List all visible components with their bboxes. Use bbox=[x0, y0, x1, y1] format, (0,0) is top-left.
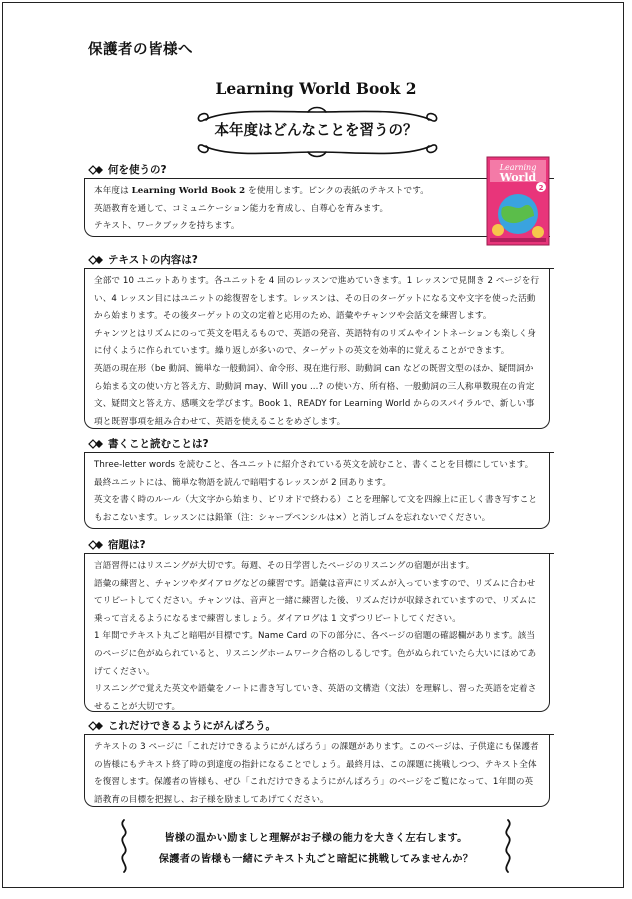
paragraph: 本年度は Learning World Book 2 を使用します。ピンクの表紙のテキストです。 bbox=[94, 186, 429, 196]
closing-line-2: 保護者の皆様も一緒にテキスト丸ごと暗記に挑戦してみませんか？ bbox=[158, 854, 474, 865]
cover-number: 2 bbox=[538, 184, 544, 192]
paragraph: 英語教育を通して、コミュニケーション能力を育成し、自尊心を育みます。 bbox=[94, 203, 389, 214]
paragraph: 英文を書く時のルール（大文字から始まり、ピリオドで終わる）ことを理解して文を四線上に正しく書き写すこともおこないます。レッスンには鉛筆（注：シャープペンシルは×）と消しゴムを忘れないでください。 bbox=[94, 495, 538, 523]
section-heading-reading-writing: 書くこと読むことは? bbox=[88, 436, 209, 451]
book-title-bold: Learning World Book 2 bbox=[131, 186, 246, 196]
paragraph: 語彙の練習と、チャンツやダイアログなどの練習です。語彙は音声にリズムが入っていますので、リズムに合わせてリピートしてください。チャンツは、音声と一緒に練習した後、リズムだけが収録されていますので、リズムに乗って言えるようになるまで練習しましょう。ダイアログは 1 文ずつリピートしてください。 bbox=[94, 578, 537, 624]
diamond-bullet-icon bbox=[88, 165, 104, 175]
paragraph: 英語の現在形（be 動詞、簡単な一般動詞）、命令形、現在進行形、助動詞 can などの既習文型のほか、疑問詞から始まる文の使い方と答え方、助動詞 may、Will you ...? の使い方、所有格、一般動詞の三人称単数現在の肯定文、疑問文と答え方、感嘆文を学びます。Book 1、READY for Learning World からのスパイラルで、新しい事項と既習事項を組み合わせて、英語を使えることをめざします。 bbox=[94, 363, 535, 427]
paragraph: テキスト、ワークブックを持ちます。 bbox=[94, 221, 240, 232]
paragraph: Three-letter words を読むこと、各ユニットに紹介されている英文を読むこと、書くことを目標にしています。 bbox=[94, 460, 534, 470]
paragraph: リスニングで覚えた英文や語彙をノートに書き写していき、英語の文構造（文法）を理解し、習った英語を定着させることが大切です。 bbox=[94, 684, 537, 712]
right-flourish-icon bbox=[500, 818, 516, 874]
cover-title-line1: Learning bbox=[499, 163, 537, 172]
paragraph: テキストの 3 ページに「これだけできるようにがんばろう」の課題があります。このページは、子供達にも保護者の皆様にもテキスト終了時の到達度の指針になることでしょう。最終月は、この課題に挑戦しつつ、テキスト全体を復習します。保護者の皆様も、ぜひ「これだけできるようにがんばろう」のページをご覧になって、1年間の英語教育の目標を把握し、お子様を励ましてあげてください。 bbox=[94, 742, 539, 805]
cover-title-line2: World bbox=[499, 171, 537, 184]
left-flourish-icon bbox=[116, 818, 132, 874]
section-heading-contents: テキストの内容は? bbox=[88, 252, 198, 267]
section-box-contents bbox=[84, 269, 550, 429]
greeting-heading: 保護者の皆様へ bbox=[88, 42, 193, 58]
diamond-bullet-icon bbox=[88, 439, 104, 449]
textbook-cover-image bbox=[486, 156, 550, 246]
paragraph: チャンツとはリズムにのって英文を唱えるもので、英語の発音、英語特有のリズムやイントネーションも楽しく身に付くように作られています。繰り返しが多いので、ターゲットの英文を効率的に覚えることができます。 bbox=[94, 328, 537, 357]
section-heading-homework: 宿題は? bbox=[88, 537, 146, 552]
paragraph: 1 年間でテキスト丸ごと暗唱が目標です。Name Card の下の部分に、各ページの宿題の確認欄があります。該当のページに色がぬられていると、リスニングホームワーク合格のしるしです。色がぬられていたら大いにほめてあげてください。 bbox=[94, 631, 537, 677]
diamond-bullet-icon bbox=[88, 721, 104, 731]
paragraph: 言語習得にはリスニングが大切です。毎週、その日学習したページのリスニングの宿題が出ます。 bbox=[94, 561, 475, 571]
section-heading-goals: これだけできるようにがんばろう。 bbox=[88, 718, 276, 733]
section-box-reading-writing bbox=[84, 453, 550, 529]
section-box-homework bbox=[84, 554, 550, 712]
closing-line-1: 皆様の温かい励ましと理解がお子様の能力を大きく左右します。 bbox=[164, 833, 468, 844]
subtitle: 本年度はどんなことを習うの？ bbox=[214, 123, 418, 139]
section-box-materials bbox=[84, 179, 550, 237]
diamond-bullet-icon bbox=[88, 255, 104, 265]
paragraph: 全部で 10 ユニットあります。各ユニットを 4 回のレッスンで進めていきます。1 レッスンで見開き 2 ページを行い、4 レッスン目にはユニットの総復習をします。レッスンは、その日のターゲットになる文や文字を使った活動から始まります。その後ターゲットの文の定着と応用のため、語彙やチャンツや会話文を練習します。 bbox=[94, 276, 540, 322]
book-title: Learning World Book 2 bbox=[215, 79, 417, 98]
paragraph: 最終ユニットには、簡単な物語を読んで暗唱するレッスンが 2 回あります。 bbox=[94, 477, 392, 488]
section-heading-materials: 何を使うの? bbox=[88, 162, 167, 177]
section-box-goals bbox=[84, 735, 550, 807]
diamond-bullet-icon bbox=[88, 540, 104, 550]
